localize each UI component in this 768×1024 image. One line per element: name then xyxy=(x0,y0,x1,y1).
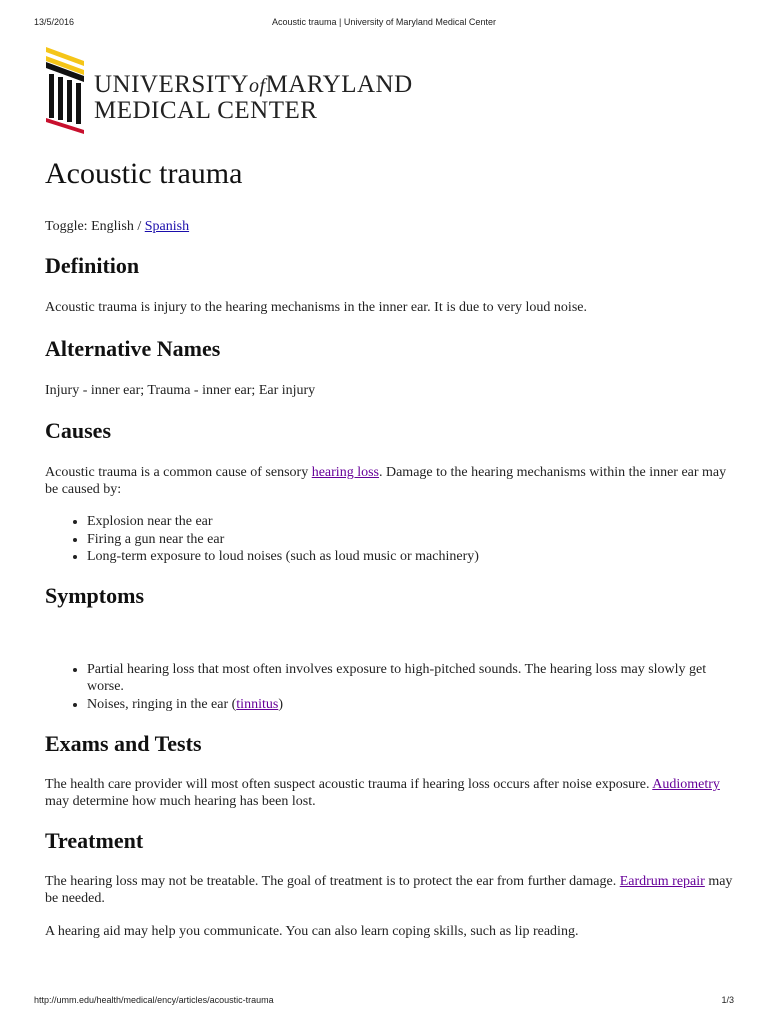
hearing-loss-link[interactable]: hearing loss xyxy=(311,465,379,480)
exams-text-before: The health care provider will most often suspect acoustic trauma if hearing loss occurs after noise exposure. xyxy=(45,777,653,792)
logo-university: UNIVERSITY xyxy=(94,71,249,98)
treatment-text-after: may be needed. xyxy=(45,874,733,906)
treatment-text-1 xyxy=(45,873,735,907)
page-title: Acoustic trauma xyxy=(45,157,243,190)
print-page-title: Acoustic trauma | University of Maryland Medical Center xyxy=(272,17,496,27)
symptom-text-after: ) xyxy=(278,696,283,712)
print-date: 13/5/2016 xyxy=(34,17,75,27)
exams-text xyxy=(45,776,735,810)
umm-logo[interactable] xyxy=(44,42,414,134)
list-item: • Explosion near the ear xyxy=(87,513,735,531)
definition-text: Acoustic trauma is injury to the hearing mechanisms in the inner ear. It is due to very loud noise. xyxy=(45,300,587,315)
umm-logo-emblem-icon xyxy=(44,42,88,134)
list-item: • Firing a gun near the ear xyxy=(87,531,735,549)
exams-heading: Exams and Tests xyxy=(45,731,202,756)
logo-medical-center: MEDICAL CENTER xyxy=(94,97,318,124)
causes-text xyxy=(45,464,735,498)
logo-maryland: MARYLAND xyxy=(265,71,413,98)
exams-text-after: may determine how much hearing has been lost. xyxy=(45,794,316,809)
treatment-text-2: A hearing aid may help you communicate. You can also learn coping skills, such as lip reading. xyxy=(45,924,579,939)
treatment-heading: Treatment xyxy=(45,828,144,853)
toggle-prefix: Toggle: English / xyxy=(45,219,145,234)
causes-heading: Causes xyxy=(45,418,112,443)
tinnitus-link[interactable]: tinnitus xyxy=(236,696,279,712)
causes-text-before: Acoustic trauma is a common cause of sensory xyxy=(45,465,312,480)
logo-of: of xyxy=(249,75,266,97)
spanish-link[interactable]: Spanish xyxy=(144,219,190,234)
article xyxy=(45,152,735,940)
definition-heading: Definition xyxy=(45,253,140,278)
symptoms-heading: Symptoms xyxy=(45,582,145,608)
print-footer xyxy=(34,995,734,1005)
alternative-names-heading: Alternative Names xyxy=(45,336,221,361)
list-item: • Partial hearing loss that most often involves exposure to high-pitched sounds. The hearing loss may slowly get worse. xyxy=(87,661,735,696)
audiometry-link[interactable]: Audiometry xyxy=(652,777,720,792)
logo-wordmark xyxy=(94,72,413,123)
causes-text-after: . Damage to the hearing mechanisms within the inner ear may be caused by: xyxy=(45,465,727,497)
symptoms-list xyxy=(45,661,735,714)
print-url: http://umm.edu/health/medical/ency/articles/acoustic-trauma xyxy=(34,995,274,1005)
language-toggle xyxy=(45,218,735,235)
eardrum-repair-link[interactable]: Eardrum repair xyxy=(619,874,705,889)
symptom-text-before: Noises, ringing in the ear ( xyxy=(87,696,237,712)
causes-list xyxy=(45,513,735,566)
treatment-text-before: The hearing loss may not be treatable. The goal of treatment is to protect the ear from further damage. xyxy=(45,874,620,889)
print-header xyxy=(34,17,734,27)
list-item: • Long-term exposure to loud noises (such as loud music or machinery) xyxy=(87,548,735,566)
alternative-names-text: Injury - inner ear; Trauma - inner ear; Ear injury xyxy=(45,383,316,398)
print-page-number: 1/3 xyxy=(721,995,734,1005)
list-item xyxy=(87,696,735,714)
